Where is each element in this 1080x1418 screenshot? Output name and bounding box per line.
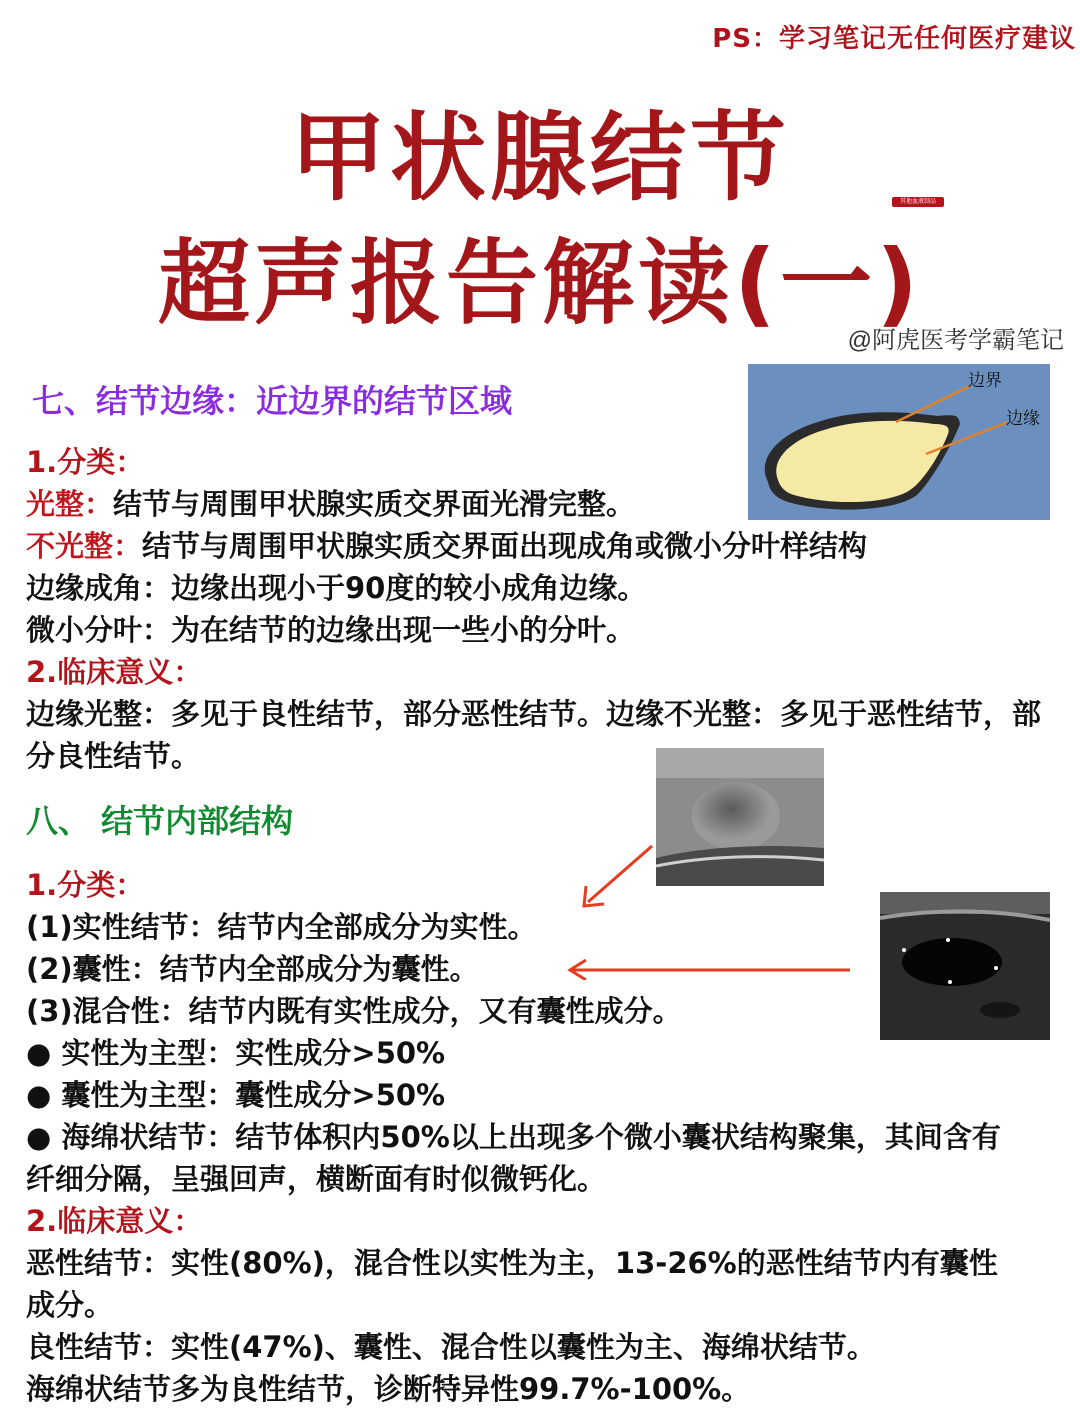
section8-heading: 八、 结节内部结构 <box>26 802 294 840</box>
malignant-line: 恶性结节：实性(80%)，混合性以实性为主，13-26%的恶性结节内有囊性成分。 <box>26 1246 998 1322</box>
ultrasound-cystic-image <box>880 892 1050 1040</box>
arrow-icon <box>560 840 860 980</box>
section8-class-heading: 1.分类： <box>26 868 145 902</box>
diagram-label-boundary: 边界 <box>968 371 1002 391</box>
smooth-desc: 结节与周围甲状腺实质交界面光滑完整。 <box>113 487 636 521</box>
nodule-edge-diagram <box>748 364 1050 520</box>
smooth-term: 光整： <box>26 487 114 521</box>
bullet-spongiform: ● 海绵状结节：结节体积内50%以上出现多个微小囊状结构聚集，其间含有纤细分隔，呈强回声，横断面有时似微钙化。 <box>26 1120 1001 1196</box>
section7-clinical-text: 边缘光整：多见于良性结节，部分恶性结节。边缘不光整：多见于恶性结节，部分良性结节。 <box>26 697 1042 773</box>
benign-line: 良性结节：实性(47%)、囊性、混合性以囊性为主、海绵状结节。 <box>26 1330 876 1364</box>
diagram-label-edge: 边缘 <box>1006 409 1040 429</box>
spongiform-line: 海绵状结节多为良性结节，诊断特异性99.7%-100%。 <box>26 1372 751 1406</box>
irregular-line <box>26 525 867 567</box>
lobule-line: 微小分叶：为在结节的边缘出现一些小的分叶。 <box>26 613 636 647</box>
section7-class-heading: 1.分类： <box>26 445 145 479</box>
cystic-nodule <box>902 938 1002 986</box>
disclaimer-note: PS：学习笔记无任何医疗建议 <box>712 24 1076 54</box>
cystic-type-line: (2)囊性：结节内全部成分为囊性。 <box>26 952 479 986</box>
smooth-line <box>26 483 635 525</box>
page-subtitle: 超声报告解读(一) <box>157 230 923 337</box>
bullet-cystic-dominant: ● 囊性为主型：囊性成分>50% <box>26 1078 446 1112</box>
solid-type-line: (1)实性结节：结节内全部成分为实性。 <box>26 910 537 944</box>
irregular-desc: 结节与周围甲状腺实质交界面出现成角或微小分叶样结构 <box>142 529 868 563</box>
irregular-term: 不光整： <box>26 529 143 563</box>
section7-clinical-heading: 2.临床意义： <box>26 655 203 689</box>
tag-label: 其他血液制品 <box>892 197 944 207</box>
angle-line: 边缘成角：边缘出现小于90度的较小成角边缘。 <box>26 571 647 605</box>
mixed-type-line: (3)混合性：结节内既有实性成分，又有囊性成分。 <box>26 994 682 1028</box>
page-title: 甲状腺结节 <box>290 102 790 214</box>
bullet-solid-dominant: ● 实性为主型：实性成分>50% <box>26 1036 446 1070</box>
section7-heading: 七、结节边缘：近边界的结节区域 <box>32 382 513 420</box>
section8-clinical-heading: 2.临床意义： <box>26 1204 203 1238</box>
author-watermark: @阿虎医考学霸笔记 <box>847 327 1064 354</box>
